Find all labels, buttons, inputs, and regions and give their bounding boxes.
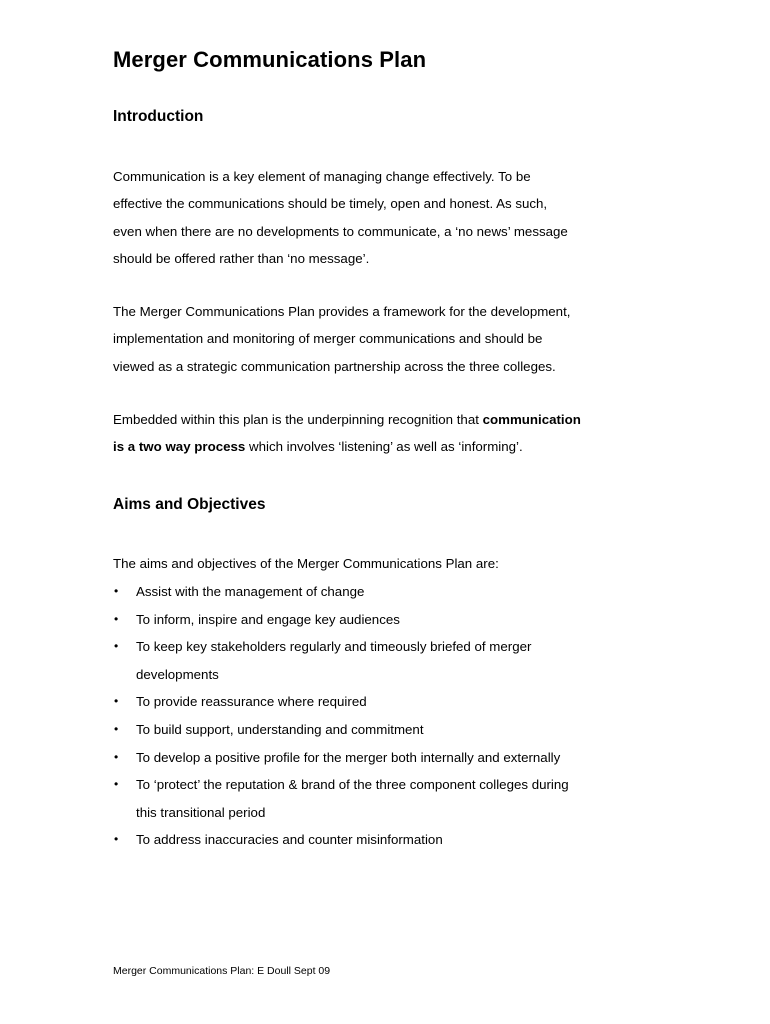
bullet-icon: • xyxy=(114,721,119,736)
bold-emphasis: communication xyxy=(482,412,581,427)
paragraph-line: should be offered rather than ‘no message’. xyxy=(113,250,370,266)
bullet-icon: • xyxy=(114,749,119,764)
bullet-icon: • xyxy=(114,611,119,626)
bullet-text: To keep key stakeholders regularly and timeously briefed of merger xyxy=(136,639,532,655)
introduction-paragraph-1 xyxy=(113,163,673,272)
bullet-text: To ‘protect’ the reputation & brand of the three component colleges during xyxy=(136,777,569,793)
introduction-paragraph-3 xyxy=(113,406,673,461)
paragraph-text: which involves ‘listening’ as well as ‘informing’. xyxy=(245,439,523,455)
paragraph-line: even when there are no developments to communicate, a ‘no news’ message xyxy=(113,223,568,239)
document-title: Merger Communications Plan xyxy=(113,47,427,72)
bullet-text: To build support, understanding and commitment xyxy=(136,721,424,737)
paragraph-text: Embedded within this plan is the underpinning recognition that xyxy=(113,412,483,427)
bullet-icon: • xyxy=(114,639,119,654)
paragraph-line: viewed as a strategic communication partnership across the three colleges. xyxy=(113,358,556,374)
paragraph-line: The aims and objectives of the Merger Communications Plan are: xyxy=(113,556,499,571)
paragraph-line: implementation and monitoring of merger communications and should be xyxy=(113,331,543,347)
paragraph-line: effective the communications should be timely, open and honest. As such, xyxy=(113,196,548,212)
bullet-item xyxy=(113,826,673,854)
aims-heading: Aims and Objectives xyxy=(113,496,266,513)
bullet-icon: • xyxy=(114,777,119,792)
bullet-item xyxy=(113,771,673,826)
paragraph-line: Communication is a key element of managing change effectively. To be xyxy=(113,169,531,184)
aims-bullet-list xyxy=(113,578,673,854)
bullet-text: To develop a positive profile for the merger both internally and externally xyxy=(136,749,561,765)
bullet-icon: • xyxy=(114,584,119,598)
paragraph-line: The Merger Communications Plan provides a framework for the development, xyxy=(113,304,571,319)
paragraph-line xyxy=(113,406,673,433)
introduction-paragraph-2 xyxy=(113,298,673,380)
aims-lead-text xyxy=(113,550,673,577)
bullet-icon: • xyxy=(114,832,119,847)
bold-emphasis: is a two way process xyxy=(113,439,246,455)
bullet-text: Assist with the management of change xyxy=(136,584,365,599)
introduction-heading: Introduction xyxy=(113,108,204,125)
bullet-text-continued: developments xyxy=(136,666,219,682)
bullet-item xyxy=(113,688,673,716)
bullet-text: To address inaccuracies and counter misinformation xyxy=(136,832,443,848)
bullet-icon: • xyxy=(114,694,119,709)
bullet-item xyxy=(113,716,673,744)
page-footer: Merger Communications Plan: E Doull Sept 09 xyxy=(113,965,331,977)
bullet-text-continued: this transitional period xyxy=(136,804,266,820)
bullet-text: To inform, inspire and engage key audiences xyxy=(136,611,400,627)
paragraph-line xyxy=(113,433,673,460)
bullet-item xyxy=(113,633,673,688)
bullet-text: To provide reassurance where required xyxy=(136,694,367,710)
bullet-item xyxy=(113,606,673,634)
bullet-item xyxy=(113,578,673,606)
bullet-item xyxy=(113,744,673,772)
